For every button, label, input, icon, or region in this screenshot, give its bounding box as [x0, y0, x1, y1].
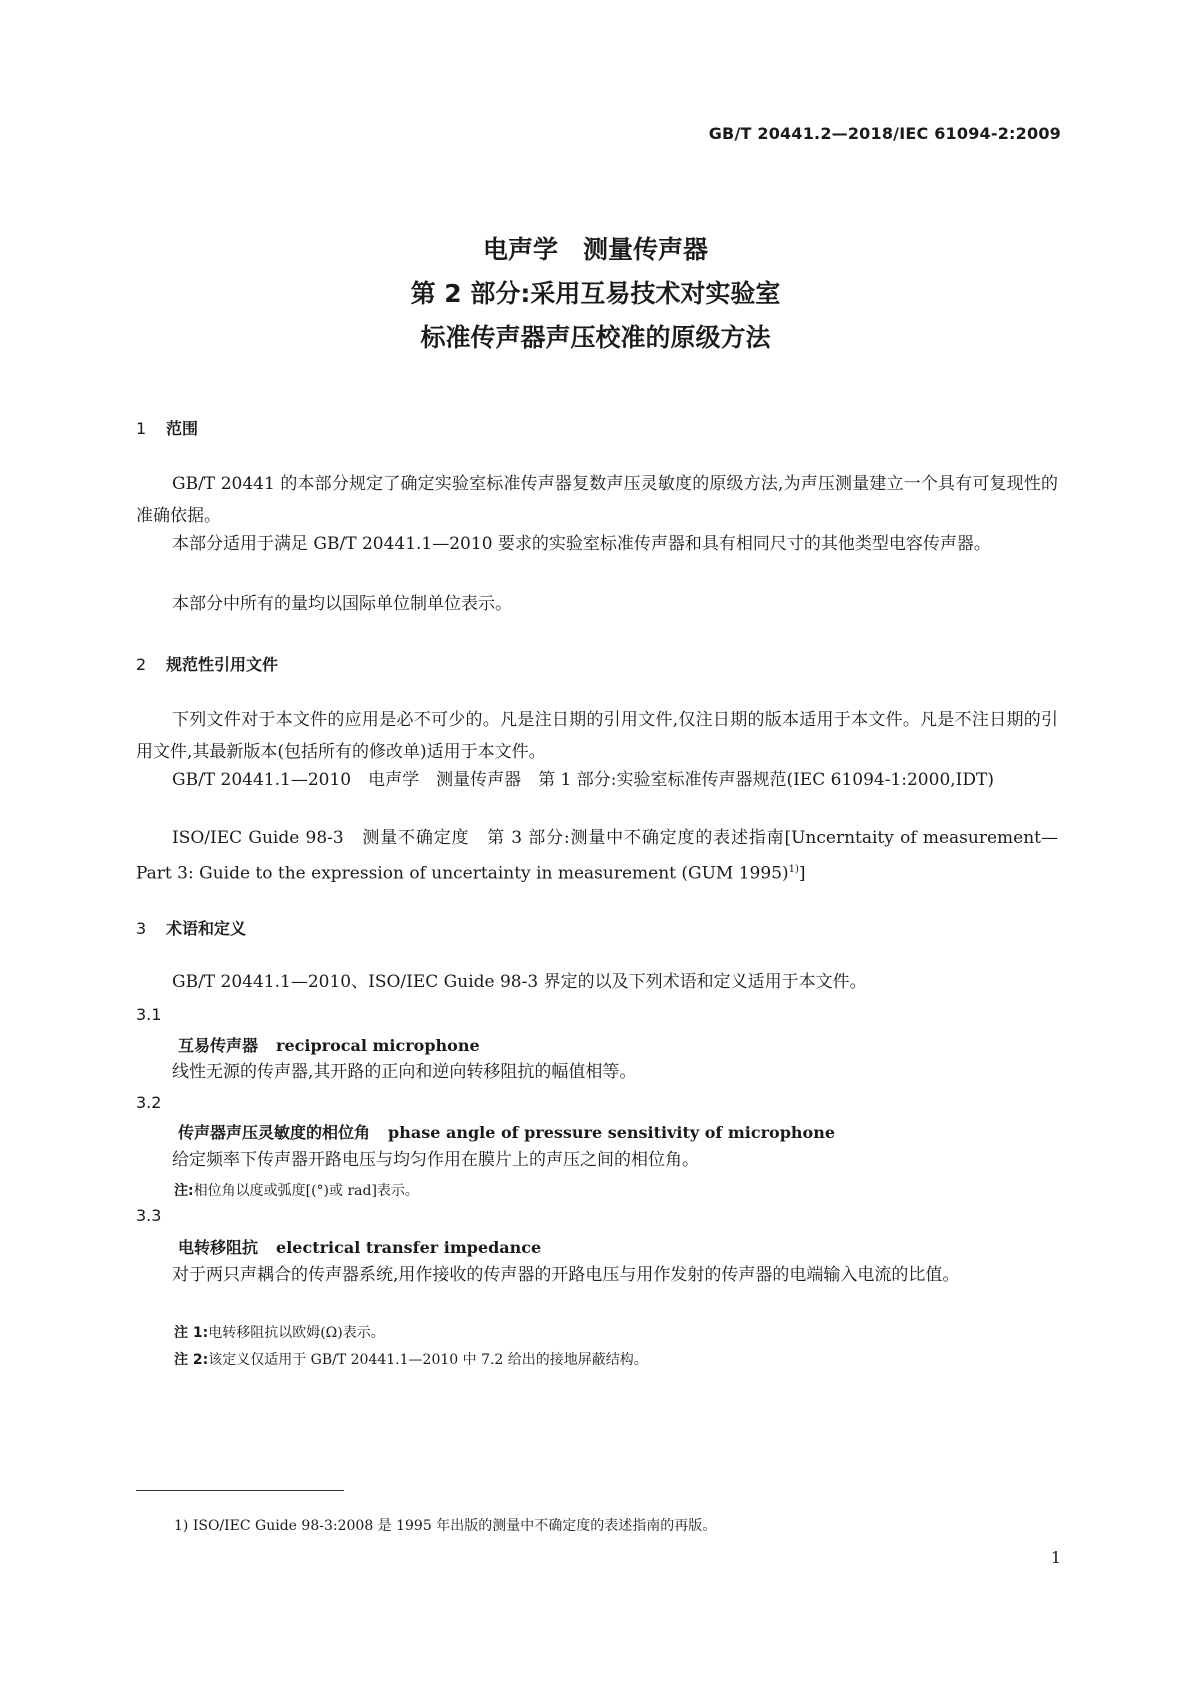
section-1-paragraph-2: 本部分适用于满足 GB/T 20441.1—2010 要求的实验室标准传声器和具有相同尺寸的其他类型电容传声器。 — [172, 534, 991, 554]
section-title: 术语和定义 — [166, 919, 247, 938]
note-label: 注 2: — [174, 1352, 209, 1368]
section-3-intro: GB/T 20441.1—2010、ISO/IEC Guide 98-3 界定的以及下列术语和定义适用于本文件。 — [172, 972, 867, 992]
term-en: phase angle of pressure sensitivity of microphone — [388, 1123, 836, 1142]
reference-2-text: ISO/IEC Guide 98-3 测量不确定度 第 3 部分:测量中不确定度的表述指南[Uncerntaity of measurement—Part 3: Guide to the expression of uncertainty in measurement (GUM 1995) — [136, 828, 1058, 884]
document-title — [0, 228, 1191, 360]
term-zh: 互易传声器 — [178, 1036, 259, 1055]
title-line-2: 第 2 部分:采用互易技术对实验室 — [410, 279, 781, 308]
section-3-heading — [136, 916, 246, 939]
note-text: 电转移阻抗以欧姆(Ω)表示。 — [208, 1325, 385, 1341]
section-title: 范围 — [166, 419, 199, 438]
term-3-3-note-1 — [174, 1322, 385, 1342]
section-1-paragraph-3: 本部分中所有的量均以国际单位制单位表示。 — [172, 594, 512, 614]
term-en: reciprocal microphone — [276, 1036, 480, 1055]
note-text: 该定义仅适用于 GB/T 20441.1—2010 中 7.2 给出的接地屏蔽结构。 — [208, 1352, 648, 1368]
footnote-divider — [136, 1490, 344, 1491]
page-number: 1 — [1050, 1548, 1061, 1567]
term-zh: 电转移阻抗 — [178, 1238, 259, 1257]
title-line-3: 标准传声器声压校准的原级方法 — [420, 323, 771, 352]
term-number-3-1: 3.1 — [136, 1005, 162, 1024]
term-3-2-definition: 给定频率下传声器开路电压与均匀作用在膜片上的声压之间的相位角。 — [172, 1150, 699, 1170]
reference-2-end: ] — [798, 863, 806, 884]
term-number-3-3: 3.3 — [136, 1206, 162, 1225]
section-1-heading — [136, 416, 198, 439]
term-3-2-note — [174, 1180, 419, 1200]
note-label: 注: — [174, 1183, 194, 1199]
term-3-3-note-2 — [174, 1349, 648, 1369]
reference-1: GB/T 20441.1—2010 电声学 测量传声器 第 1 部分:实验室标准传声器规范(IEC 61094-1:2000,IDT) — [172, 770, 994, 790]
footnote-marker: 1) — [788, 864, 799, 875]
title-line-1: 电声学 测量传声器 — [482, 235, 708, 264]
section-number: 2 — [136, 655, 147, 674]
term-number-3-2: 3.2 — [136, 1093, 162, 1112]
note-text: 相位角以度或弧度[(°)或 rad]表示。 — [193, 1183, 419, 1199]
section-title: 规范性引用文件 — [166, 655, 279, 674]
section-2-heading — [136, 652, 278, 675]
term-zh: 传声器声压灵敏度的相位角 — [178, 1123, 371, 1142]
footnote: 1) ISO/IEC Guide 98-3:2008 是 1995 年出版的测量中不确定度的表述指南的再版。 — [174, 1518, 717, 1534]
term-3-3 — [178, 1235, 541, 1258]
reference-2 — [136, 822, 1058, 890]
section-2-paragraph-1: 下列文件对于本文件的应用是必不可少的。凡是注日期的引用文件,仅注日期的版本适用于本文件。凡是不注日期的引用文件,其最新版本(包括所有的修改单)适用于本文件。 — [136, 710, 1058, 762]
section-number: 3 — [136, 919, 147, 938]
section-number: 1 — [136, 419, 147, 438]
term-3-3-definition: 对于两只声耦合的传声器系统,用作接收的传声器的开路电压与用作发射的传声器的电端输入电流的比值。 — [172, 1265, 960, 1285]
note-label: 注 1: — [174, 1325, 209, 1341]
term-3-1 — [178, 1033, 480, 1056]
term-3-1-definition: 线性无源的传声器,其开路的正向和逆向转移阻抗的幅值相等。 — [172, 1062, 637, 1082]
section-1-paragraph-1: GB/T 20441 的本部分规定了确定实验室标准传声器复数声压灵敏度的原级方法,为声压测量建立一个具有可复现性的准确依据。 — [136, 474, 1058, 526]
term-3-2 — [178, 1120, 835, 1143]
term-en: electrical transfer impedance — [276, 1238, 542, 1257]
standard-code: GB/T 20441.2—2018/IEC 61094-2:2009 — [708, 124, 1061, 143]
